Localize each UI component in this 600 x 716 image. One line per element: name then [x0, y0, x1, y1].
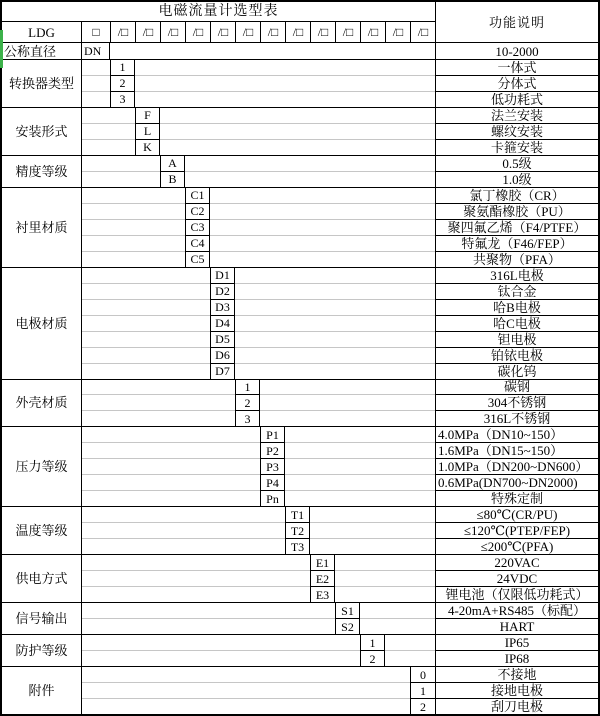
code-cell: Pn: [260, 490, 285, 506]
section-label-3: 精度等级: [2, 155, 82, 187]
code-cell: D4: [210, 315, 235, 331]
code-cell: T3: [285, 538, 310, 554]
code-cell: C5: [185, 251, 210, 267]
empty-span: [385, 650, 435, 666]
desc-cell: 卡箍安装: [435, 139, 598, 155]
desc-cell: 分体式: [435, 75, 598, 91]
empty-span: [82, 666, 410, 682]
empty-span: [235, 299, 435, 315]
empty-span: [82, 91, 110, 107]
desc-cell: HART: [435, 618, 598, 634]
code-cell: D3: [210, 299, 235, 315]
empty-span: [82, 75, 110, 91]
code-cell: 2: [410, 698, 435, 714]
empty-span: [310, 522, 435, 538]
empty-span: [260, 394, 435, 410]
empty-span: [82, 618, 335, 634]
empty-span: [82, 219, 185, 235]
desc-cell: 316L电极: [435, 267, 598, 283]
desc-cell: 接地电极: [435, 682, 598, 698]
desc-cell: 1.6MPa（DN15~150）: [435, 442, 598, 458]
code-cell: T2: [285, 522, 310, 538]
desc-cell: 特氟龙（F46/FEP）: [435, 235, 598, 251]
desc-cell: 316L不锈钢: [435, 410, 598, 426]
empty-span: [82, 586, 310, 602]
code-cell: E3: [310, 586, 335, 602]
code-cell: P2: [260, 442, 285, 458]
empty-span: [310, 506, 435, 522]
function-column-header: 功能说明: [435, 2, 598, 42]
code-cell: P1: [260, 426, 285, 442]
model-slot-box: /□: [285, 21, 310, 42]
section-label-1: 转换器类型: [2, 59, 82, 107]
code-cell: E2: [310, 570, 335, 586]
desc-cell: 碳钢: [435, 379, 598, 395]
section-label-8: 温度等级: [2, 506, 82, 554]
empty-span: [82, 155, 160, 171]
empty-span: [82, 650, 360, 666]
empty-span: [82, 363, 210, 379]
desc-cell: IP65: [435, 634, 598, 650]
empty-span: [82, 602, 335, 618]
desc-cell: IP68: [435, 650, 598, 666]
desc-cell: 刮刀电极: [435, 698, 598, 714]
empty-span: [285, 490, 435, 506]
empty-span: [82, 538, 285, 554]
model-slot-box: /□: [385, 21, 410, 42]
desc-cell: 铂铱电极: [435, 347, 598, 363]
desc-cell: 304不锈钢: [435, 394, 598, 410]
empty-span: [185, 171, 435, 187]
desc-cell: 氯丁橡胶（CR）: [435, 187, 598, 203]
empty-span: [82, 554, 310, 570]
code-cell: 1: [360, 634, 385, 650]
desc-cell: 钛合金: [435, 283, 598, 299]
empty-span: [285, 426, 435, 442]
empty-span: [82, 315, 210, 331]
empty-span: [360, 618, 435, 634]
empty-span: [160, 123, 435, 139]
code-cell: K: [135, 139, 160, 155]
desc-cell: 聚氨酯橡胶（PU）: [435, 203, 598, 219]
desc-cell: 0.6MPa(DN700~DN2000): [435, 474, 598, 490]
empty-span: [82, 442, 260, 458]
code-cell: L: [135, 123, 160, 139]
desc-cell: 24VDC: [435, 570, 598, 586]
code-cell: A: [160, 155, 185, 171]
desc-cell: 聚四氟乙烯（F4/PTFE）: [435, 219, 598, 235]
code-cell: 1: [110, 59, 135, 75]
table-title: 电磁流量计选型表: [158, 3, 279, 19]
section-label-12: 附件: [2, 666, 82, 714]
code-cell: 3: [235, 410, 260, 426]
code-cell: 2: [110, 75, 135, 91]
diameter-label: 公称直径: [2, 42, 82, 59]
code-cell: S2: [335, 618, 360, 634]
model-slot-box: /□: [360, 21, 385, 42]
code-cell: D5: [210, 331, 235, 347]
model-slot-box: /□: [210, 21, 235, 42]
empty-span: [360, 602, 435, 618]
section-label-6: 外壳材质: [2, 379, 82, 427]
empty-span: [82, 139, 135, 155]
model-slot-box: /□: [410, 21, 435, 42]
empty-span: [82, 187, 185, 203]
empty-span: [210, 235, 435, 251]
code-cell: P4: [260, 474, 285, 490]
empty-span: [135, 91, 435, 107]
model-prefix: LDG: [2, 21, 82, 42]
desc-cell: 特殊定制: [435, 490, 598, 506]
desc-cell: 4.0MPa（DN10~150）: [435, 426, 598, 442]
desc-cell: 碳化钨: [435, 363, 598, 379]
section-label-4: 衬里材质: [2, 187, 82, 267]
section-label-9: 供电方式: [2, 554, 82, 602]
code-cell: F: [135, 107, 160, 123]
code-cell: 3: [110, 91, 135, 107]
model-slot-box: /□: [135, 21, 160, 42]
model-slot-box: /□: [335, 21, 360, 42]
empty-span: [310, 538, 435, 554]
empty-span: [260, 379, 435, 395]
code-cell: C3: [185, 219, 210, 235]
code-cell: S1: [335, 602, 360, 618]
empty-span: [210, 219, 435, 235]
empty-span: [82, 267, 210, 283]
empty-span: [210, 203, 435, 219]
empty-span: [82, 394, 235, 410]
desc-cell: ≤80℃(CR/PU): [435, 506, 598, 522]
code-cell: 1: [410, 682, 435, 698]
empty-span: [235, 267, 435, 283]
empty-span: [285, 458, 435, 474]
diameter-code: DN: [82, 42, 110, 59]
diameter-desc: 10-2000: [435, 42, 598, 59]
empty-span: [235, 347, 435, 363]
model-slot-box: /□: [260, 21, 285, 42]
desc-cell: 哈C电极: [435, 315, 598, 331]
empty-span: [335, 586, 435, 602]
empty-span: [82, 203, 185, 219]
section-label-11: 防护等级: [2, 634, 82, 666]
empty-span: [82, 426, 260, 442]
empty-span: [82, 474, 260, 490]
desc-cell: 1.0级: [435, 171, 598, 187]
empty-span: [385, 634, 435, 650]
empty-span: [82, 299, 210, 315]
code-cell: D1: [210, 267, 235, 283]
empty-span: [235, 363, 435, 379]
desc-cell: 锂电池（仅限低功耗式）: [435, 586, 598, 602]
empty-span: [335, 554, 435, 570]
empty-span: [82, 379, 235, 395]
code-cell: 2: [235, 394, 260, 410]
empty-span: [235, 331, 435, 347]
desc-cell: 不接地: [435, 666, 598, 682]
empty-span: [82, 331, 210, 347]
desc-cell: 钽电极: [435, 331, 598, 347]
empty-span: [235, 315, 435, 331]
empty-span: [82, 522, 285, 538]
desc-cell: 1.0MPa（DN200~DN600）: [435, 458, 598, 474]
empty-span: [185, 155, 435, 171]
empty-span: [82, 410, 235, 426]
empty-span: [82, 123, 135, 139]
empty-span: [82, 698, 410, 714]
code-cell: D2: [210, 283, 235, 299]
empty-span: [135, 75, 435, 91]
model-first-box: □: [82, 21, 110, 42]
code-cell: B: [160, 171, 185, 187]
desc-cell: 哈B电极: [435, 299, 598, 315]
empty-span: [82, 490, 260, 506]
code-cell: T1: [285, 506, 310, 522]
desc-cell: ≤200℃(PFA): [435, 538, 598, 554]
desc-cell: 法兰安装: [435, 107, 598, 123]
code-cell: C1: [185, 187, 210, 203]
code-cell: P3: [260, 458, 285, 474]
desc-cell: 0.5级: [435, 155, 598, 171]
empty-span: [335, 570, 435, 586]
empty-span: [82, 171, 160, 187]
empty-span: [135, 59, 435, 75]
empty-span: [82, 682, 410, 698]
desc-cell: ≤120℃(PTEP/FEP): [435, 522, 598, 538]
empty-span: [82, 235, 185, 251]
empty-span: [82, 570, 310, 586]
empty-span: [82, 59, 110, 75]
empty-span: [82, 107, 135, 123]
code-cell: D6: [210, 347, 235, 363]
code-cell: 1: [235, 379, 260, 395]
desc-cell: 共聚物（PFA）: [435, 251, 598, 267]
empty-span: [160, 139, 435, 155]
empty-span: [210, 251, 435, 267]
desc-cell: 螺纹安装: [435, 123, 598, 139]
empty-span: [82, 283, 210, 299]
section-label-2: 安装形式: [2, 107, 82, 155]
empty-span: [82, 347, 210, 363]
section-label-5: 电极材质: [2, 267, 82, 379]
desc-cell: 一体式: [435, 59, 598, 75]
empty-span: [82, 251, 185, 267]
empty-span: [285, 442, 435, 458]
code-cell: E1: [310, 554, 335, 570]
model-slot-box: /□: [160, 21, 185, 42]
empty-span: [260, 410, 435, 426]
model-slot-box: /□: [110, 21, 135, 42]
desc-cell: 4-20mA+RS485（标配）: [435, 602, 598, 618]
desc-cell: 低功耗式: [435, 91, 598, 107]
diameter-span: [110, 42, 435, 59]
code-cell: C2: [185, 203, 210, 219]
empty-span: [82, 634, 360, 650]
empty-span: [235, 283, 435, 299]
empty-span: [82, 458, 260, 474]
section-label-10: 信号输出: [2, 602, 82, 634]
model-slot-box: /□: [310, 21, 335, 42]
code-cell: 0: [410, 666, 435, 682]
code-cell: 2: [360, 650, 385, 666]
code-cell: C4: [185, 235, 210, 251]
model-slot-box: /□: [185, 21, 210, 42]
empty-span: [210, 187, 435, 203]
empty-span: [160, 107, 435, 123]
scan-artifact: [0, 30, 3, 68]
desc-cell: 220VAC: [435, 554, 598, 570]
empty-span: [285, 474, 435, 490]
empty-span: [82, 506, 285, 522]
model-slot-box: /□: [235, 21, 260, 42]
code-cell: D7: [210, 363, 235, 379]
section-label-7: 压力等级: [2, 426, 82, 506]
